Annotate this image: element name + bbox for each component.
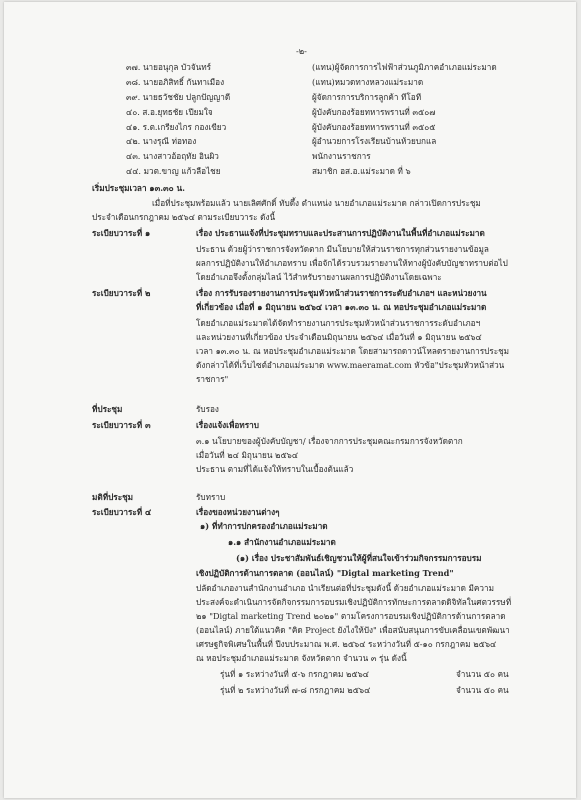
- agenda-4-item-line: ณ หอประชุมอำเภอแม่ระมาด จังหวัดตาก จำนวน ๓ รุ่น ดังนี้: [196, 653, 407, 663]
- attendee-position: ผู้บังคับกองร้อยทหารพรานที่ ๓๕๐๗: [312, 106, 436, 117]
- agenda-3-label: ระเบียบวาระที่ ๓: [92, 420, 151, 430]
- session-batch: รุ่นที่ ๑ ระหว่างวันที่ ๕-๖ กรกฎาคม ๒๕๖๔: [220, 669, 370, 679]
- page-number: -๒-: [296, 46, 307, 56]
- attendee-name: ๔๒. นางรุณี ท่อทอง: [126, 136, 197, 147]
- agenda-2-resolution-label: ที่ประชุม: [92, 404, 123, 414]
- agenda-3-resolution-label: มติที่ประชุม: [92, 492, 134, 502]
- attendee-list: [126, 60, 566, 179]
- attendee-row: [126, 120, 566, 135]
- agenda-2-title: ที่เกี่ยวข้อง เมื่อที่ ๑ มิถุนายน ๒๕๖๔ เวลา ๑๓.๓๐ น. ณ หอประชุมอำเภอแม่ระมาด: [196, 302, 487, 312]
- attendee-position: สมาชิก อส.อ.แม่ระมาด ที่ ๖: [312, 166, 411, 177]
- agenda-3-chair-line: ประธาน ตามที่ได้แจ้งให้ทราบในเบื้องต้นแล้ว: [196, 464, 354, 474]
- agenda-4-item-line: ประสงค์จะดำเนินการจัดกิจกรรมการอบรมเชิงปฏิบัติการทักษะการตลาดดิจิทัลในศตวรรษที่: [196, 597, 512, 607]
- attendee-row: [126, 75, 566, 90]
- agenda-4-item-line: ปลัดอำเภองานสำนักงานอำเภอ นำเรียนต่อที่ประชุมดังนี้ ด้วยอำเภอแม่ระมาด มีความ: [196, 583, 494, 593]
- agenda-2-body: [196, 286, 562, 386]
- agenda-3-body: [196, 418, 562, 476]
- meeting-start-line: ประจำเดือนกรกฎาคม ๒๕๖๔ ตามระเบียบวาระ ดังนี้: [92, 212, 276, 222]
- agenda-4-item-line: เศรษฐกิจพิเศษในพื้นที่ ปีงบประมาณ พ.ศ. ๒๕๖๔ ระหว่างวันที่ ๕-๑๐ กรกฎาคม ๒๕๖๔: [196, 639, 497, 649]
- session-batch: รุ่นที่ ๒ ระหว่างวันที่ ๗-๘ กรกฎาคม ๒๕๖๔: [220, 685, 371, 695]
- meeting-start-line: เมื่อที่ประชุมพร้อมแล้ว นายเลิศศักดิ์ ทับดึ้ง ตำแหน่ง นายอำเภอแม่ระมาด กล่าวเปิดการประชุม: [152, 198, 481, 208]
- agenda-2-line: โดยอำเภอแม่ระมาดได้จัดทำรายงานการประชุมหัวหน้าส่วนราชการระดับอำเภอฯ: [196, 318, 481, 328]
- attendee-position: ผู้บังคับกองร้อยทหารพรานที่ ๓๕๐๕: [312, 121, 436, 132]
- agenda-2-line: เวลา ๑๓.๓๐ น. ณ หอประชุมอำเภอแม่ระมาด โดยสามารถดาวน์โหลดรายงานการประชุม: [196, 346, 510, 356]
- agenda-4-item-line: ๒๑ "Digtal marketing Trend ๒๐๒๑" ตามโครงการอบรมเชิงปฏิบัติการด้านการตลาด: [196, 611, 506, 621]
- agenda-3-item: เมื่อวันที่ ๒๔ มิถุนายน ๒๕๖๔: [196, 450, 299, 460]
- attendee-name: ๔๑. ร.ต.เกรียงไกร กองเขียว: [126, 121, 227, 132]
- agenda-4-body: [196, 505, 562, 549]
- session-row: [220, 683, 560, 697]
- meeting-minutes: [4, 2, 576, 798]
- attendee-row: [126, 164, 566, 179]
- document-page: [4, 2, 576, 798]
- agenda-4-label: ระเบียบวาระที่ ๔: [92, 507, 152, 517]
- attendee-name: ๓๘. นายอภิสิทธิ์ กันทาเมือง: [126, 76, 225, 87]
- attendee-position: ผู้อำนวยการโรงเรียนบ้านห้วยบกแล: [312, 136, 437, 147]
- attendee-row: [126, 105, 566, 120]
- agenda-4-title: เรื่องของหน่วยงานต่างๆ: [196, 507, 280, 517]
- agenda-1-body: [196, 226, 562, 284]
- attendee-name: ๔๐. ส.อ.ยุทธชัย เปียมใจ: [126, 106, 213, 117]
- attendee-name: ๓๗. นายอนุกุล บัวจันทร์: [126, 62, 212, 72]
- attendee-row: [126, 60, 566, 75]
- agenda-4-section: ๑) ที่ทำการปกครองอำเภอแม่ระมาด: [200, 521, 328, 531]
- agenda-2-title: เรื่อง การรับรองรายงานการประชุมหัวหน้าส่วนราชการระดับอำเภอฯ และหน่วยงาน: [196, 288, 487, 298]
- session-count: จำนวน ๕๐ คน: [456, 669, 509, 679]
- attendee-name: ๓๙. นายธวัชชัย ปลูกปัญญาดี: [126, 91, 231, 102]
- attendee-row: [126, 90, 566, 105]
- agenda-1-line: ประธาน ด้วยผู้ว่าราชการจังหวัดตาก มีนโยบายให้ส่วนราชการทุกส่วนรายงานข้อมูล: [196, 244, 489, 254]
- agenda-2-resolution: รับรอง: [196, 404, 219, 414]
- agenda-4-subsection: ๑.๑ สำนักงานอำเภอแม่ระมาด: [228, 537, 336, 547]
- agenda-3-resolution: รับทราบ: [196, 492, 226, 502]
- attendee-name: ๔๔. มวต.ขาญ แก้วลือไชย: [126, 166, 221, 177]
- agenda-3-item: ๓.๑ นโยบายของผู้บังคับบัญชา/ เรื่องจากการประชุมคณะกรมการจังหวัดตาก: [196, 436, 463, 446]
- session-row: [220, 667, 560, 681]
- agenda-2-line: ดังกล่าวได้ที่เว็บไซต์อำเภอแม่ระมาด www.maeramat.com หัวข้อ"ประชุมหัวหน้าส่วน: [196, 360, 505, 370]
- attendee-position: (แทน)ผู้จัดการการไฟฟ้าส่วนภูมิภาคอำเภอแม่ระมาด: [312, 62, 497, 72]
- attendee-position: พนักงานราชการ: [312, 151, 371, 162]
- agenda-1-line: ผลการปฏิบัติงานให้อำเภอทราบ เพื่อจักได้รวบรวมรายงานให้ทางผู้บังคับบัญชาทราบต่อไป: [196, 258, 508, 268]
- agenda-2-line: และหน่วยงานที่เกี่ยวข้อง ประจำเดือนมิถุนายน ๒๕๖๔ เมื่อวันที่ ๑ มิถุนายน ๒๕๖๔: [196, 332, 482, 342]
- session-list: [220, 667, 560, 697]
- attendee-position: (แทน)หมวดทางหลวงแม่ระมาด: [312, 76, 424, 87]
- agenda-1-line: โดยอำเภอจึงตั้งกลุ่มไลน์ ไว้สำหรับรายงานผลการปฏิบัติงานโดยเฉพาะ: [196, 272, 442, 282]
- agenda-4-item-title: เชิงปฏิบัติการด้านการตลาด (ออนไลน์) "Digtal marketing Trend": [196, 568, 454, 578]
- agenda-2-label: ระเบียบวาระที่ ๒: [92, 288, 151, 298]
- agenda-2-line: ราชการ": [196, 374, 229, 384]
- attendee-name: ๔๓. นางสาวอ้อฤทัย อินผิว: [126, 151, 219, 162]
- attendee-row: [126, 134, 566, 149]
- agenda-1-label: ระเบียบวาระที่ ๑: [92, 228, 151, 238]
- agenda-4-item-title: (๑) เรื่อง ประชาสัมพันธ์เชิญชวนให้ผู้ที่สนใจเข้าร่วมกิจกรรมการอบรม: [236, 553, 482, 563]
- attendee-row: [126, 149, 566, 164]
- agenda-4-item-line: (ออนไลน์) ภายใต้แนวคิด "คิด Project ยังไงให้ปัง" เพื่อสนับสนุนการขับเคลื่อนเขตพัฒนา: [196, 625, 510, 635]
- session-count: จำนวน ๕๐ คน: [456, 685, 509, 695]
- agenda-1-title: เรื่อง ประธานแจ้งที่ประชุมทราบและประสานการปฏิบัติงานในพื้นที่อำเภอแม่ระมาด: [196, 228, 485, 238]
- attendee-position: ผู้จัดการการบริการลูกค้า ทีโอที: [312, 91, 422, 102]
- agenda-3-title: เรื่องแจ้งเพื่อทราบ: [196, 420, 259, 430]
- meeting-start-heading: เริ่มประชุมเวลา ๑๓.๓๐ น.: [92, 183, 185, 193]
- agenda-4-item-body: [196, 581, 562, 665]
